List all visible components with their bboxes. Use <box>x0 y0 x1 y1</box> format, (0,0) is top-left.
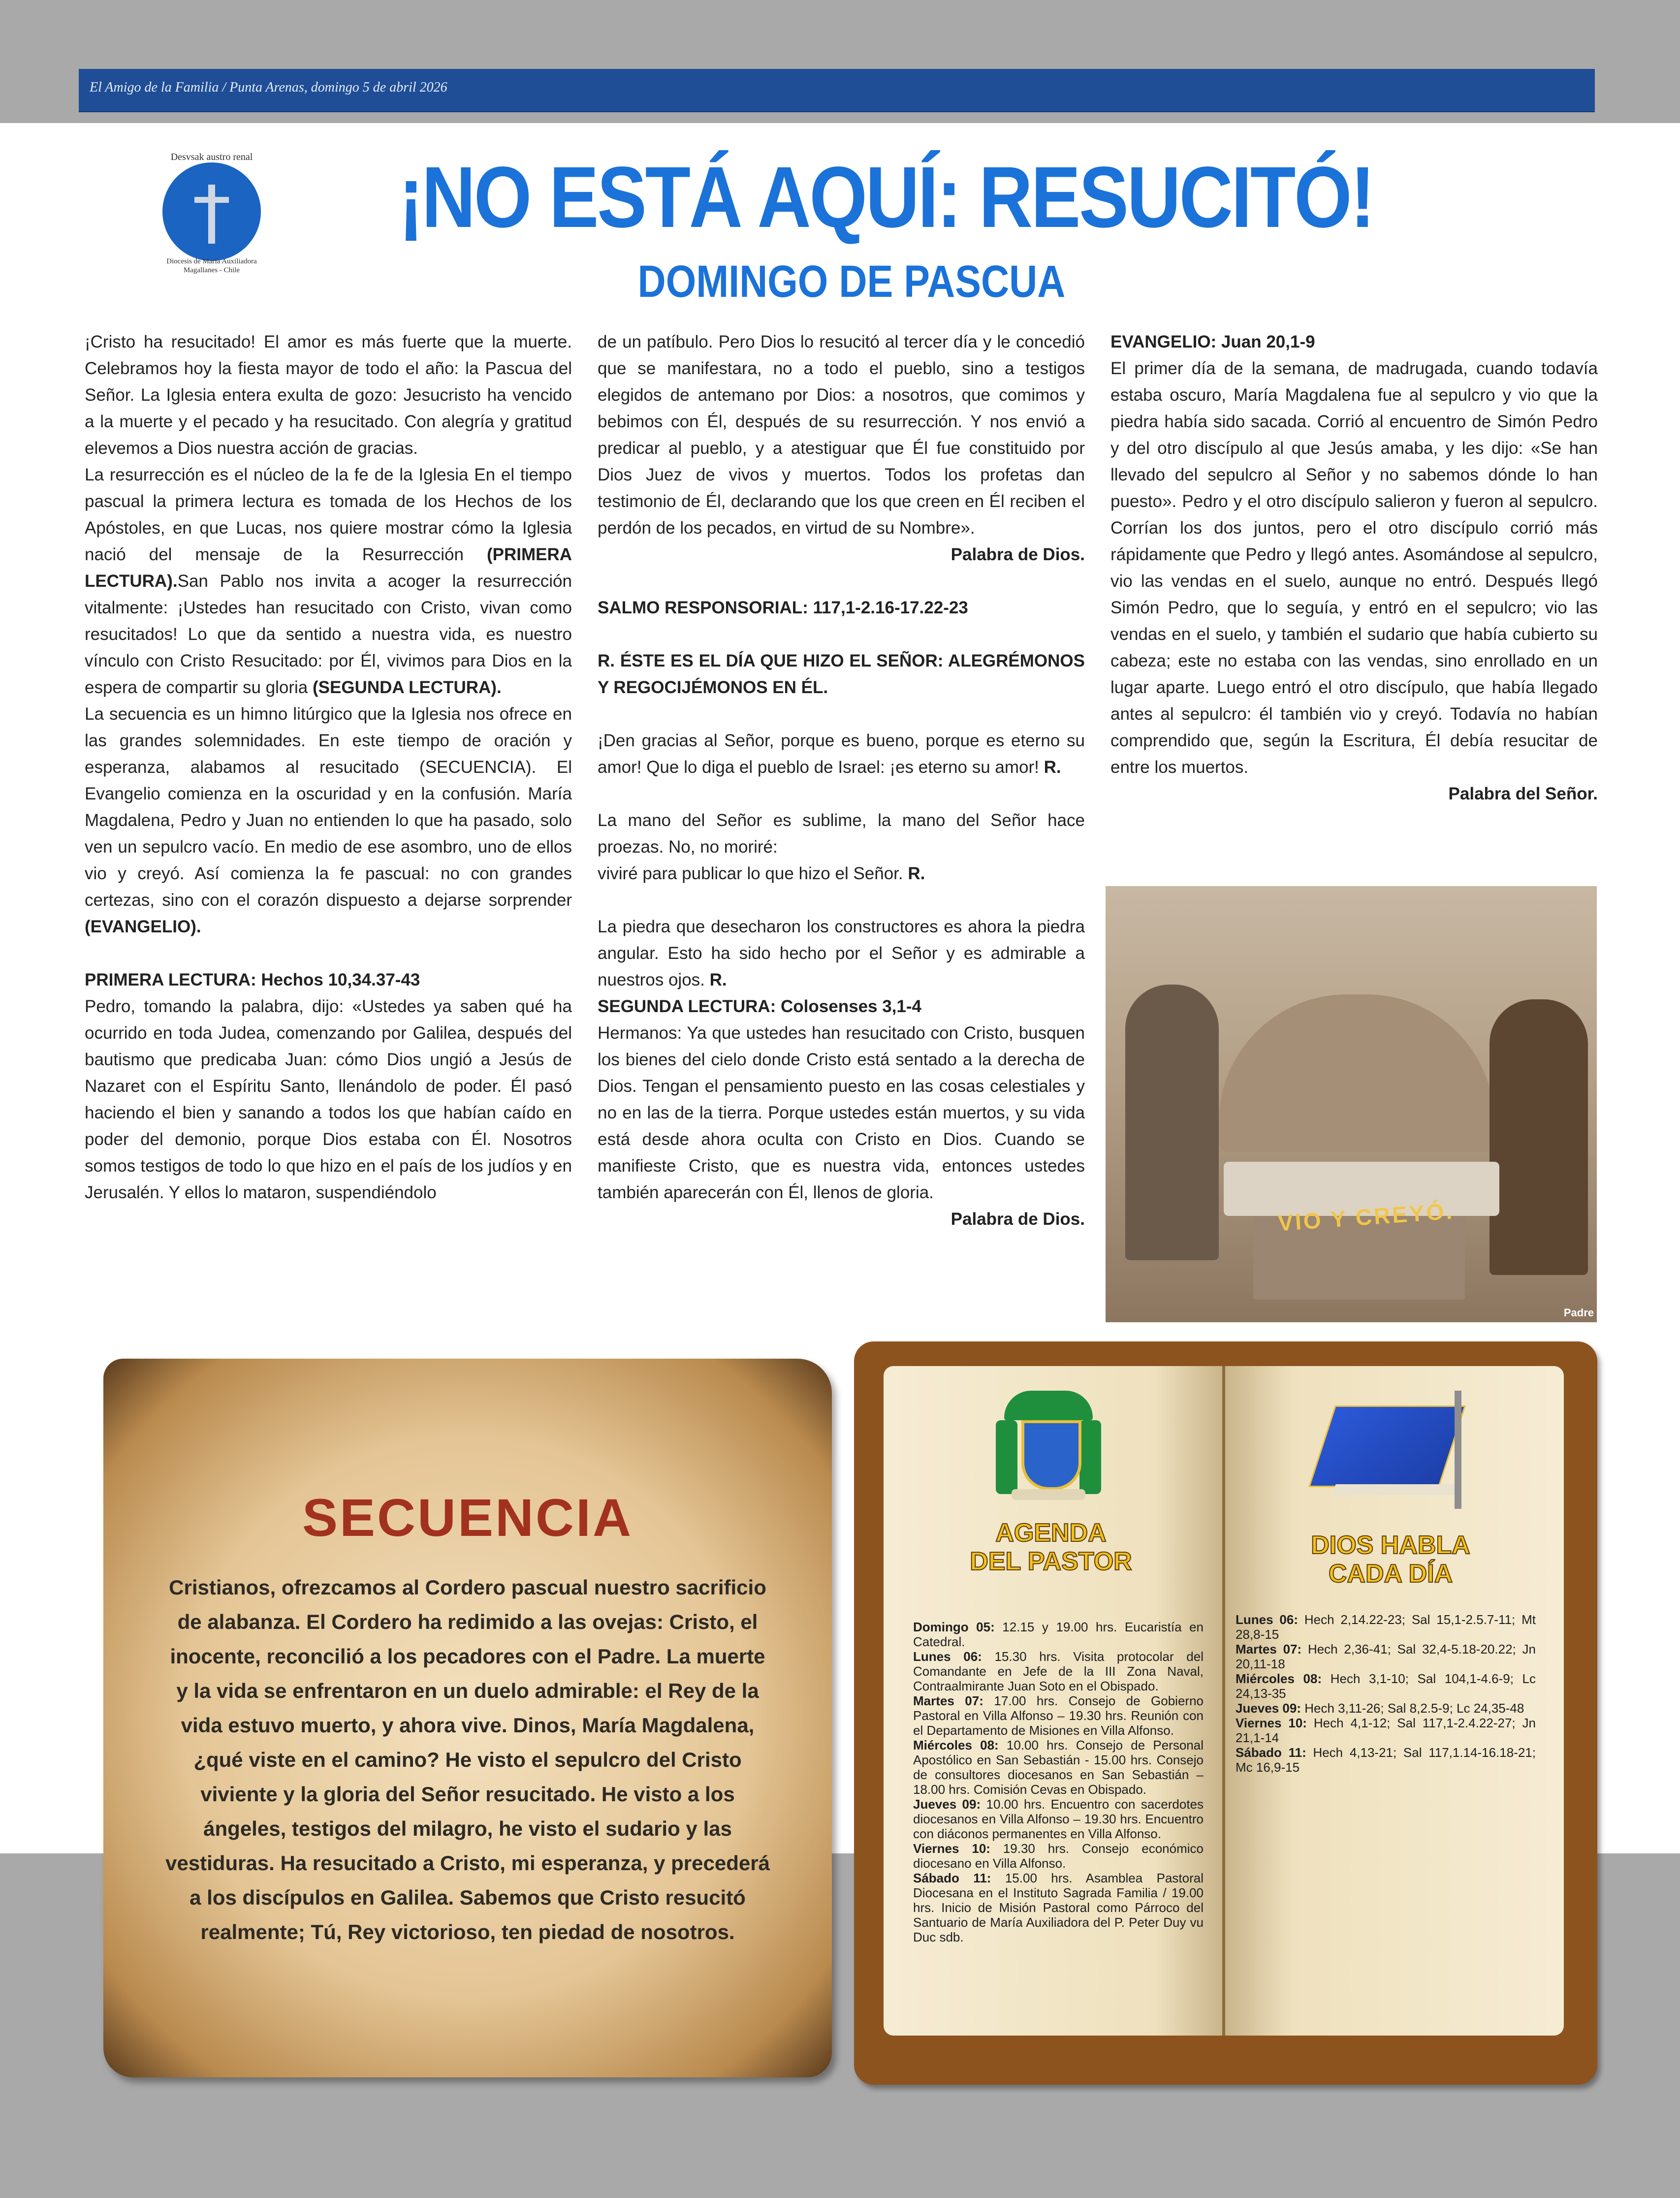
gospel-closing: Palabra del Señor. <box>1448 784 1598 803</box>
reading2-heading: SEGUNDA LECTURA: Colosenses 3,1-4 <box>598 997 921 1016</box>
photo-credit: Padre <box>1563 1306 1594 1319</box>
list-item: Sábado 11: 15.00 hrs. Asamblea Pastoral Diocesana en el Instituto Sagrada Familia / 19.00 hrs. Inicio de Misión Pastoral como Párroco del Santuario de María Auxiliadora del P. Peter Duy vu Duc sdb. <box>913 1871 1204 1944</box>
column-1 <box>85 329 572 1206</box>
intro-paragraph: ¡Cristo ha resucitado! El amor es más fuerte que la muerte. Celebramos hoy la fiesta mayor de todo el año: la Pascua del Señor. La Iglesia entera exulta de gozo: Jesucristo ha vencido a la muerte y el pecado y ha resucitado. Con alegría y gratitud elevemos a Dios nuestra acción de gracias. <box>85 332 572 458</box>
agenda-list <box>913 1620 1204 1944</box>
secuencia-parchment <box>103 1359 832 2077</box>
closing-formula: Palabra de Dios. <box>951 545 1085 564</box>
logo-cross-bar <box>194 197 229 203</box>
logo-caption-line1: Diocesis de María Auxiliadora <box>166 257 257 265</box>
banner-text: El Amigo de la Familia / Punta Arenas, domingo 5 de abril 2026 <box>90 80 447 95</box>
list-item: Viernes 10: Hech 4,1-12; Sal 117,1-2.4.22-27; Jn 21,1-14 <box>1236 1716 1536 1745</box>
reading1-heading: PRIMERA LECTURA: Hechos 10,34.37-43 <box>85 970 420 989</box>
psalm-heading: SALMO RESPONSORIAL: 117,1-2.16-17.22-23 <box>598 598 968 617</box>
secuencia-text: Cristianos, ofrezcamos al Cordero pascual nuestro sacrificio de alabanza. El Cordero ha redimido a las ovejas: Cristo, el inocente, reconcilió a los pecadores con el Padre. La muerte y la vida se enfrentaron en un duelo admirable: el Rey de la vida estuvo muerto, y ahora vive. Dinos, María Magdalena, ¿qué viste en el camino? He visto el sepulcro del Cristo viviente y la gloria del Señor resucitado. He visto a los ángeles, testigos del milagro, he visto el sudario y las vestiduras. Ha resucitado a Cristo, mi esperanza, y precederá a los discípulos en Galilea. Sabemos que Cristo resucitó realmente; Tú, Rey victorioso, ten piedad de nosotros. <box>165 1576 770 1943</box>
list-item: Jueves 09: Hech 3,11-26; Sal 8,2.5-9; Lc 24,35-48 <box>1236 1701 1524 1716</box>
page-subtitle: DOMINGO DE PASCUA <box>637 256 1066 307</box>
column-3 <box>1110 329 1598 807</box>
psalm-verse-2: La mano del Señor es sublime, la mano del Señor hace proezas. No, no moriré: viviré para publicar lo que hizo el Señor. R. <box>598 811 1085 883</box>
list-item: Miércoles 08: Hech 3,1-10; Sal 104,1-4.6-9; Lc 24,13-35 <box>1236 1671 1536 1701</box>
logo-caption <box>148 257 276 275</box>
list-item: Miércoles 08: 10.00 hrs. Consejo de Personal Apostólico en San Sebastián - 15.00 hrs. Consejo de consultores diocesanos en San Sebastián – 18.00 hrs. Comisión Cevas en Obispado. <box>913 1738 1204 1797</box>
reading1-continuation: de un patíbulo. Pero Dios lo resucitó al tercer día y le concedió que se manifestara, no a todo el pueblo, sino a testigos elegidos de antemano por Dios: a nosotros, que comimos y bebimos con Él, después de su resurrección. Y nos envió a predicar al pueblo, y a atestiguar que Él fue constituido por Dios Juez de vivos y muertos. Todos los profetas dan testimonio de Él, declarando que los que creen en Él reciben el perdón de los pecados, en virtud de su Nombre». <box>598 332 1085 538</box>
reading1-text: Pedro, tomando la palabra, dijo: «Ustedes ya saben qué ha ocurrido en toda Judea, comenzando por Galilea, después del bautismo que predicaba Juan: cómo Dios ungió a Jesús de Nazaret con el Espíritu Santo, llenándolo de poder. Él pasó haciendo el bien y sanando a todos los que habían caído en poder del demonio, porque Dios estaba con Él. Nosotros somos testigos de todo lo que hizo en el país de los judíos y en Jerusalén. Y ellos lo mataron, suspendiéndolo <box>85 997 572 1202</box>
list-item: Lunes 06: Hech 2,14.22-23; Sal 15,1-2.5.7-11; Mt 28,8-15 <box>1236 1612 1536 1642</box>
closing-formula-2: Palabra de Dios. <box>951 1210 1085 1229</box>
list-item: Viernes 10: 19.30 hrs. Consejo económico diocesano en Villa Alfonso. <box>913 1841 1204 1871</box>
gospel-heading: EVANGELIO: Juan 20,1-9 <box>1110 332 1315 351</box>
book-spine <box>1222 1366 1225 2036</box>
empty-tomb-photo <box>1106 886 1597 1322</box>
bible-book-icon <box>1312 1391 1469 1514</box>
secuencia-title: SECUENCIA <box>302 1488 634 1547</box>
logo-cross <box>208 185 215 244</box>
list-item: Sábado 11: Hech 4,13-21; Sal 117,1.14-16.18-21; Mc 16,9-15 <box>1236 1745 1536 1775</box>
page-title: ¡NO ESTÁ AQUÍ: RESUCITÓ! <box>398 149 1374 246</box>
resurrection-paragraph: La resurrección es el núcleo de la fe de la Iglesia En el tiempo pascual la primera lectura es tomada de los Hechos de los Apóstoles, en que Lucas, nos quiere mostrar cómo la Iglesia nació del mensaje de la Resurrección (PRIMERA LECTURA).San Pablo nos invita a acoger la resurrección vitalmente: ¡Ustedes han resucitado con Cristo, vivan como resucitados! Lo que da sentido a nuestra vida, es nuestro vínculo con Cristo Resucitado: por Él, vivimos para Dios en la espera de compartir su gloria (SEGUNDA LECTURA). <box>85 465 572 697</box>
readings-list <box>1236 1612 1536 1775</box>
disciple-figure-left <box>1125 985 1219 1260</box>
diocese-logo-icon <box>148 148 276 281</box>
reading2-text: Hermanos: Ya que ustedes han resucitado con Cristo, busquen los bienes del cielo donde Cristo está sentado a la derecha de Dios. Tengan el pensamiento puesto en las cosas celestiales y no en las de la tierra. Porque ustedes están muertos, y su vida está desde ahora oculta con Cristo en Dios. Cuando se manifieste Cristo, que es nuestra vida, entonces ustedes también aparecerán con Él, llenos de gloria. <box>598 1023 1085 1202</box>
photo-caption: VIO Y CREYÓ. <box>1277 1198 1455 1236</box>
logo-arc-text: Desvsak austro renal <box>170 152 253 162</box>
gospel-text: El primer día de la semana, de madrugada, cuando todavía estaba oscuro, María Magdalena fue al sepulcro y vio que la piedra había sido sacada. Corrió al encuentro de Simón Pedro y del otro discípulo al que Jesús amaba, y les dijo: «Se han llevado del sepulcro al Señor y no sabemos dónde lo han puesto». Pedro y el otro discípulo salieron y fueron al sepulcro. Corrían los dos juntos, pero el otro discípulo corrió más rápidamente que Pedro y llegó antes. Asomándose al sepulcro, vio las vendas en el suelo, aunque no entró. Después llegó Simón Pedro, que lo seguía, y entró en el sepulcro; vio las vendas en el suelo, y también el sudario que había cubierto su cabeza; este no estaba con las vendas, sino enrollado en un lugar aparte. Luego entró el otro discípulo, que había llegado antes al sepulcro: él también vio y creyó. Todavía no habían comprendido que, según la Escritura, Él debía resucitar de entre los muertos. <box>1110 359 1598 777</box>
disciple-figure-right <box>1490 999 1588 1275</box>
list-item: Lunes 06: 15.30 hrs. Visita protocolar del Comandante en Jefe de la III Zona Naval, Contraalmirante Juan Soto en el Obispado. <box>913 1649 1204 1693</box>
list-item: Jueves 09: 10.00 hrs. Encuentro con sacerdotes diocesanos en Villa Alfonso – 19.30 hrs. Encuentro con diáconos permanentes en Villa Alfonso. <box>913 1797 1204 1841</box>
list-item: Domingo 05: 12.15 y 19.00 hrs. Eucaristía en Catedral. <box>913 1620 1204 1649</box>
agenda-title: AGENDA DEL PASTOR <box>970 1519 1132 1576</box>
column-2 <box>598 329 1085 1233</box>
bishop-crest-icon <box>992 1391 1105 1514</box>
sequence-paragraph: La secuencia es un himno litúrgico que la Iglesia nos ofrece en las grandes solemnidades. En este tiempo de oración y esperanza, alabamos al resucitado (SECUENCIA). El Evangelio comienza en la oscuridad y en la confusión. María Magdalena, Pedro y Juan no entienden lo que ha pasado, solo ven un sepulcro vacío. En medio de ese asombro, uno de ellos vio y creyó. Así comienza la fe pascual: no con grandes certezas, sino con el corazón dispuesto a dejarse sorprender (EVANGELIO). <box>85 704 572 936</box>
list-item: Martes 07: Hech 2,36-41; Sal 32,4-5.18-20.22; Jn 20,11-18 <box>1236 1642 1536 1671</box>
list-item: Martes 07: 17.00 hrs. Consejo de Gobierno Pastoral en Villa Alfonso – 19.30 hrs. Reunión con el Departamento de Misiones en Villa Alfonso. <box>913 1693 1204 1738</box>
open-book-panel <box>854 1341 1597 2085</box>
header-banner <box>79 69 1595 111</box>
dios-habla-title: DIOS HABLA CADA DÍA <box>1311 1531 1470 1588</box>
psalm-verse-1: ¡Den gracias al Señor, porque es bueno, porque es eterno su amor! Que lo diga el pueblo de Israel: ¡es eterno su amor! R. <box>598 731 1085 777</box>
psalm-response: R. ÉSTE ES EL DÍA QUE HIZO EL SEÑOR: ALEGRÉMONOS Y REGOCIJÉMONOS EN ÉL. <box>598 651 1085 697</box>
tomb-niche <box>1219 994 1494 1152</box>
psalm-verse-3: La piedra que desecharon los constructores es ahora la piedra angular. Esto ha sido hecho por el Señor y es admirable a nuestros ojos. R. <box>598 917 1085 989</box>
logo-caption-line2: Magallanes - Chile <box>183 266 240 274</box>
